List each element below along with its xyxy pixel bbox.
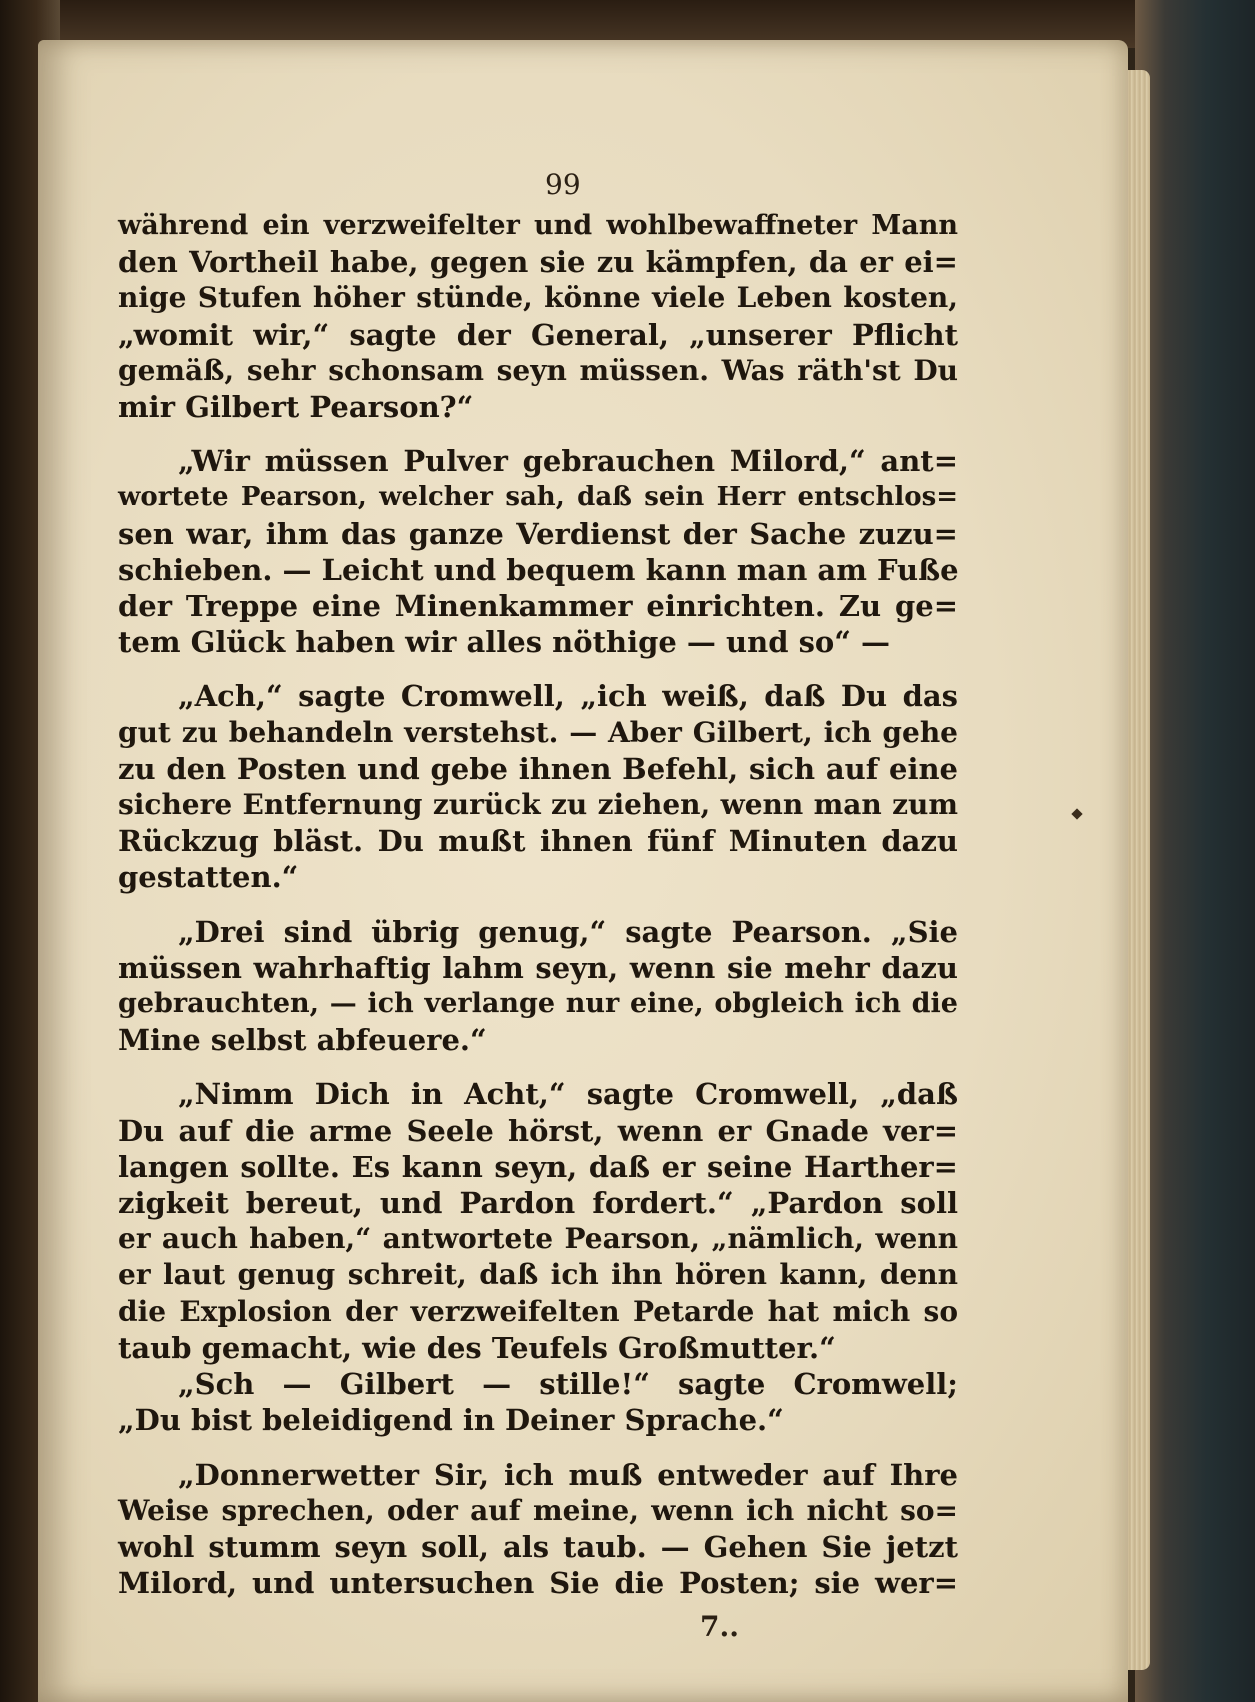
text-line: langen sollte. Es kann seyn, daß er seine Harther= [118,1149,958,1184]
text-line: „Drei sind übrig genug,“ sagte Pearson. „Sie [178,914,958,949]
text-line: gestatten.“ [118,860,299,895]
text-line: sichere Entfernung zurück zu ziehen, wenn man zum [118,788,958,822]
text-line: sen war, ihm das ganze Verdienst der Sache zuzu= [118,516,958,551]
text-line: „Nimm Dich in Acht,“ sagte Cromwell, „daß [178,1077,958,1112]
text-line: Rückzug bläst. Du mußt ihnen fünf Minuten dazu [118,824,958,859]
text-line: während ein verzweifelter und wohlbewaffneter Mann [118,210,958,241]
text-line: tem Glück haben wir alles nöthige — und so“ — [118,625,891,660]
text-line: Mine selbst abfeuere.“ [118,1023,487,1058]
text-line: den Vortheil habe, gegen sie zu kämpfen, da er ei= [118,245,958,280]
text-line: wohl stumm seyn soll, als taub. — Gehen Sie jetzt [118,1529,958,1564]
text-line: schieben. — Leicht und bequem kann man am Fuße [118,552,959,587]
book-cover-right [1135,0,1255,1702]
paragraph [118,443,958,660]
text-line: Weise sprechen, oder auf meine, wenn ich nicht so= [118,1493,958,1527]
page-number: 99 [545,168,581,201]
ink-mark [1071,808,1082,819]
text-line: „Sch — Gilbert — stille!“ sagte Cromwell; [178,1367,958,1402]
text-line: „Du bist beleidigend in Deiner Sprache.“ [118,1403,784,1438]
text-line: Du auf die arme Seele hörst, wenn er Gnade ver= [118,1113,958,1148]
text-line: nige Stufen höher stünde, könne viele Leben kosten, [118,281,958,315]
text-line: „Donnerwetter Sir, ich muß entweder auf Ihre [178,1457,958,1492]
text-line: zu den Posten und gebe ihnen Befehl, sich auf eine [118,751,958,786]
text-line: gut zu behandeln verstehst. — Aber Gilbert, ich gehe [118,715,958,749]
text-line: „womit wir,“ sagte der General, „unserer Pflicht [118,317,958,352]
text-line: Milord, und untersuchen Sie die Posten; sie wer= [118,1566,958,1601]
catchword: 7.. [700,1610,739,1643]
text-line: zigkeit bereut, und Pardon fordert.“ „Pardon soll [118,1186,958,1221]
paragraph [118,1076,958,1366]
text-line: wortete Pearson, welcher sah, daß sein Herr entschlos= [118,482,958,513]
text-line: er laut genug schreit, daß ich ihn hören kann, denn [118,1258,958,1292]
paragraph [118,678,958,895]
paragraph [118,914,958,1059]
text-line: „Ach,“ sagte Cromwell, „ich weiß, daß Du das [178,679,958,714]
text-line: er auch haben,“ antwortete Pearson, „nämlich, wenn [118,1222,958,1256]
page-text [118,208,958,1601]
text-line: der Treppe eine Minenkammer einrichten. Zu ge= [118,589,958,624]
text-line: gemäß, sehr schonsam seyn müssen. Was räth'st Du [118,353,958,387]
text-line: müssen wahrhaftig lahm seyn, wenn sie mehr dazu [118,950,958,985]
text-line: „Wir müssen Pulver gebrauchen Milord,“ ant= [178,444,958,479]
paragraph [118,208,958,425]
text-line: mir Gilbert Pearson?“ [118,390,474,425]
paragraph [118,1457,958,1602]
text-line: gebrauchten, — ich verlange nur eine, obgleich ich die [118,988,958,1020]
paragraph [118,1366,958,1438]
text-line: taub gemacht, wie des Teufels Großmutter.“ [118,1330,836,1365]
text-line: die Explosion der verzweifelten Petarde hat mich so [118,1294,958,1328]
